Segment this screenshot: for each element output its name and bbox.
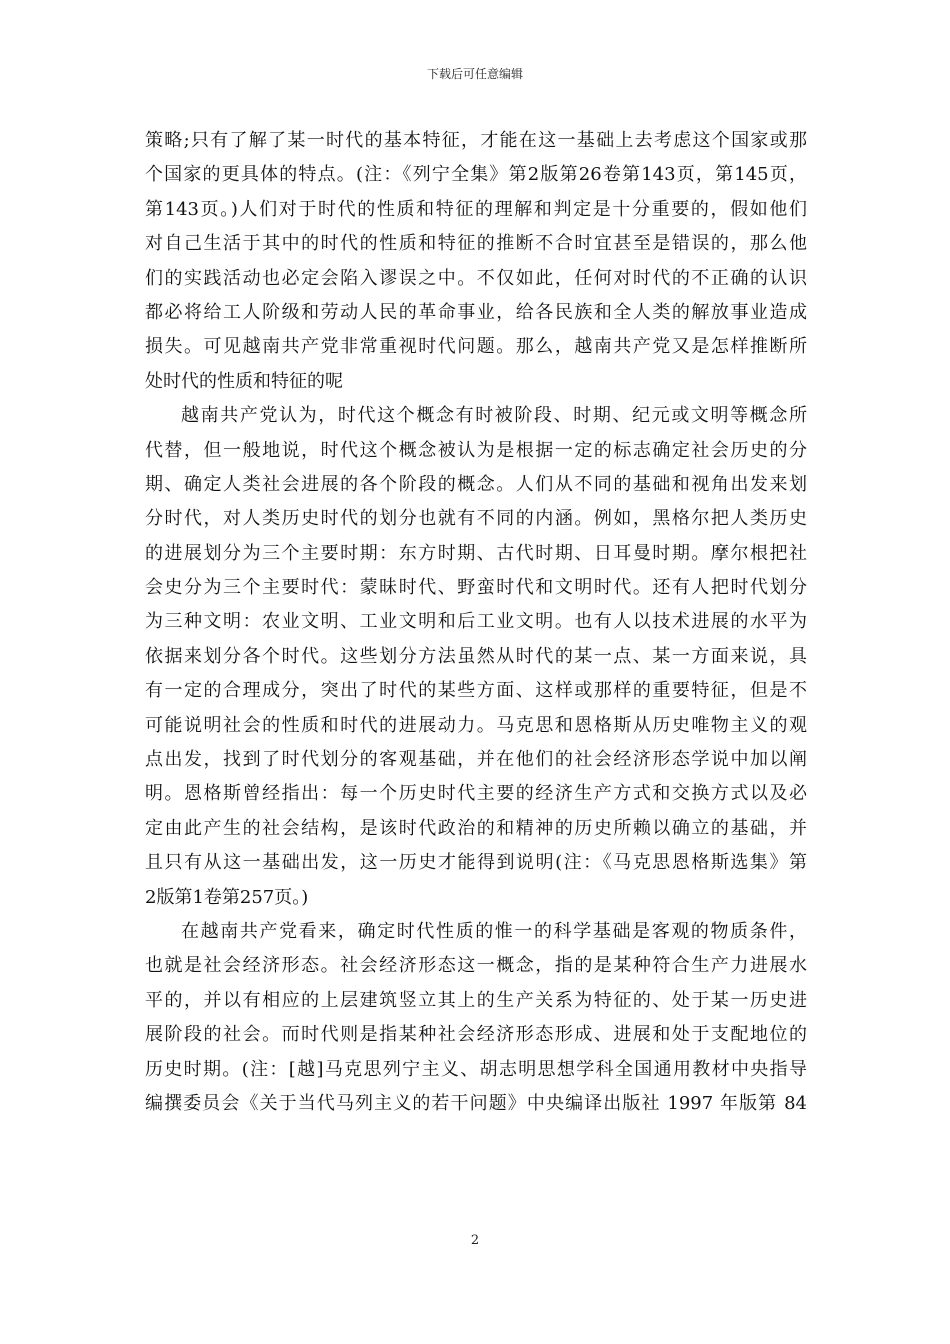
text-line: 分时代，对人类历史时代的划分也就有不同的内涵。例如，黑格尔把人类历史 — [145, 508, 807, 530]
text-line: 的进展划分为三个主要时期：东方时期、古代时期、日耳曼时期。摩尔根把社 — [145, 542, 807, 564]
text-line: 策略;只有了解了某一时代的基本特征，才能在这一基础上去考虑这个国家或那 — [145, 130, 807, 151]
text-line: 第143页。)人们对于时代的性质和特征的理解和判定是十分重要的，假如他们 — [145, 198, 807, 220]
text-line: 在越南共产党看来，确定时代性质的惟一的科学基础是客观的物质条件， — [181, 920, 807, 942]
text-line: 有一定的合理成分，突出了时代的某些方面、这样或那样的重要特征，但是不 — [145, 680, 807, 702]
text-line: 展阶段的社会。而时代则是指某种社会经济形态形成、进展和处于支配地位的 — [145, 1024, 807, 1046]
text-line: 对自己生活于其中的时代的性质和特征的推断不合时宜甚至是错误的，那么他 — [145, 233, 807, 255]
text-line: 依据来划分各个时代。这些划分方法虽然从时代的某一点、某一方面来说，具 — [145, 645, 807, 667]
text-line: 都必将给工人阶级和劳动人民的革命事业，给各民族和全人类的解放事业造成 — [145, 301, 807, 323]
text-line: 为三种文明：农业文明、工业文明和后工业文明。也有人以技术进展的水平为 — [145, 611, 807, 633]
text-line: 们的实践活动也必定会陷入谬误之中。不仅如此，任何对时代的不正确的认识 — [145, 267, 807, 289]
text-line: 平的，并以有相应的上层建筑竖立其上的生产关系为特征的、处于某一历史进 — [145, 989, 807, 1011]
text-line: 个国家的更具体的特点。(注：《列宁全集》第2版第26卷第143页，第145页， — [145, 164, 807, 186]
text-line: 编撰委员会《关于当代马列主义的若干问题》中央编译出版社 1997 年版第 84 — [145, 1092, 807, 1114]
text-line: 且只有从这一基础出发，这一历史才能得到说明(注：《马克思恩格斯选集》第 — [145, 852, 807, 874]
text-line: 也就是社会经济形态。社会经济形态这一概念，指的是某种符合生产力进展水 — [145, 955, 807, 977]
text-line: 代替，但一般地说，时代这个概念被认为是根据一定的标志确定社会历史的分 — [145, 439, 807, 461]
text-line: 期、确定人类社会进展的各个阶段的概念。人们从不同的基础和视角出发来划 — [145, 473, 807, 495]
text-line: 定由此产生的社会结构，是该时代政治的和精神的历史所赖以确立的基础，并 — [145, 817, 807, 839]
text-line: 越南共产党认为，时代这个概念有时被阶段、时期、纪元或文明等概念所 — [181, 405, 807, 427]
text-line: 可能说明社会的性质和时代的进展动力。马克思和恩格斯从历史唯物主义的观 — [145, 714, 807, 736]
text-line: 处时代的性质和特征的呢 — [145, 370, 343, 392]
text-line: 损失。可见越南共产党非常重视时代问题。那么，越南共产党又是怎样推断所 — [145, 336, 807, 358]
text-line: 2版第1卷第257页。) — [145, 886, 309, 908]
text-line: 明。恩格斯曾经指出：每一个历史时代主要的经济生产方式和交换方式以及必 — [145, 783, 807, 805]
page-number: 2 — [470, 1233, 480, 1248]
text-line: 点出发，找到了时代划分的客观基础，并在他们的社会经济形态学说中加以阐 — [145, 749, 807, 771]
text-line: 历史时期。(注：[越]马克思列宁主义、胡志明思想学科全国通用教材中央指导 — [145, 1058, 807, 1080]
page-header: 下载后可任意编辑 — [426, 67, 523, 81]
document-body — [145, 124, 807, 1121]
text-line: 会史分为三个主要时代：蒙昧时代、野蛮时代和文明时代。还有人把时代划分 — [145, 577, 807, 599]
